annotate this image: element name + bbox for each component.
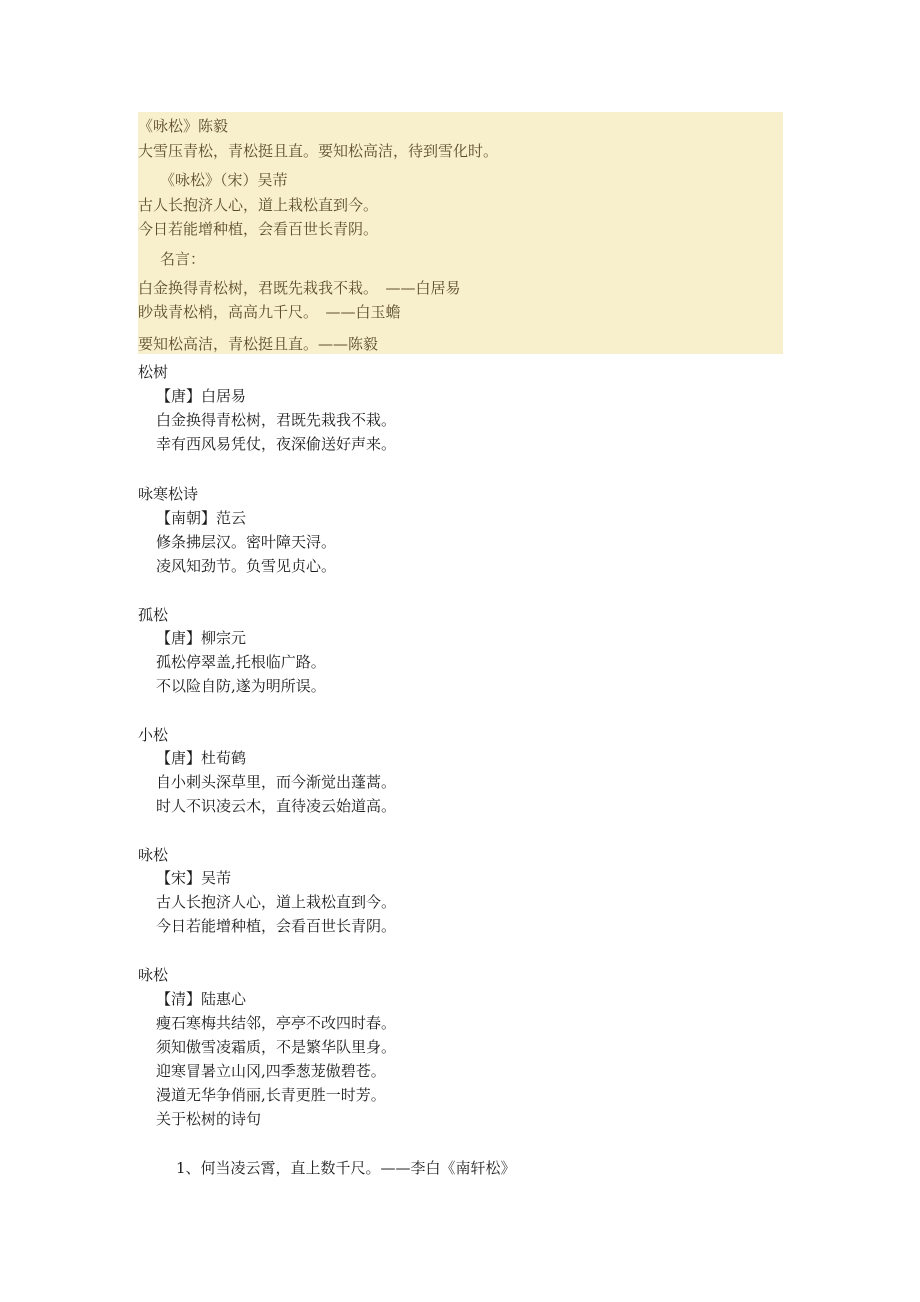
highlight-quote: 白金换得青松树，君既先栽我不栽。 ——白居易 — [138, 279, 461, 297]
highlight-quote: 眇哉青松梢，高高九千尺。 ——白玉蟾 — [138, 303, 401, 321]
poem-line: 瘦石寒梅共结邻，亭亭不改四时春。 — [156, 1014, 397, 1032]
poem-line: 古人长抱济人心，道上栽松直到今。 — [156, 893, 397, 911]
poem-line: 凌风知劲节。负雪见贞心。 — [156, 557, 337, 575]
poem-title: 咏寒松诗 — [138, 485, 199, 503]
poem-author: 【清】陆惠心 — [156, 990, 247, 1008]
poem-line: 迎寒冒暑立山冈,四季葱茏傲碧苍。 — [156, 1062, 386, 1080]
poem-title: 孤松 — [138, 606, 169, 624]
highlight-title-chenyi: 《咏松》陈毅 — [138, 117, 229, 135]
poem-line: 时人不识凌云木，直待凌云始道高。 — [156, 797, 397, 815]
highlight-quotes-heading: 名言： — [160, 250, 206, 268]
section-heading: 关于松树的诗句 — [156, 1110, 262, 1128]
poem-author: 【唐】柳宗元 — [156, 629, 247, 647]
numbered-quote: 1、何当凌云霄，直上数千尺。——李白《南轩松》 — [176, 1159, 516, 1177]
highlight-poem-line: 今日若能增种植，会看百世长青阴。 — [138, 220, 379, 238]
poem-line: 自小刺头深草里，而今渐觉出蓬蒿。 — [156, 773, 397, 791]
highlight-quote: 要知松高洁，青松挺且直。——陈毅 — [138, 335, 379, 353]
highlight-poem-line: 古人长抱济人心，道上栽松直到今。 — [138, 196, 379, 214]
poem-line: 白金换得青松树，君既先栽我不栽。 — [156, 411, 397, 429]
poem-title: 咏松 — [138, 966, 169, 984]
poem-line: 须知傲雪凌霜质，不是繁华队里身。 — [156, 1038, 397, 1056]
poem-line: 孤松停翠盖,托根临广路。 — [156, 653, 326, 671]
poem-author: 【唐】杜荀鹤 — [156, 749, 247, 767]
poem-line: 今日若能增种植，会看百世长青阴。 — [156, 917, 397, 935]
poem-line: 漫道无华争俏丽,长青更胜一时芳。 — [156, 1086, 386, 1104]
poem-author: 【唐】白居易 — [156, 387, 247, 405]
poem-author: 【南朝】范云 — [156, 509, 247, 527]
poem-title: 咏松 — [138, 846, 169, 864]
poem-title: 松树 — [138, 363, 169, 381]
poem-line: 修条拂层汉。密叶障天浔。 — [156, 533, 337, 551]
poem-line: 幸有西风易凭仗，夜深偷送好声来。 — [156, 435, 397, 453]
poem-author: 【宋】吴芾 — [156, 869, 232, 887]
highlight-title-wufei: 《咏松》（宋）吴芾 — [160, 171, 288, 189]
highlight-poem-chenyi: 大雪压青松，青松挺且直。要知松高洁，待到雪化时。 — [138, 142, 499, 160]
poem-title: 小松 — [138, 726, 169, 744]
poem-line: 不以险自防,遂为明所误。 — [156, 677, 326, 695]
